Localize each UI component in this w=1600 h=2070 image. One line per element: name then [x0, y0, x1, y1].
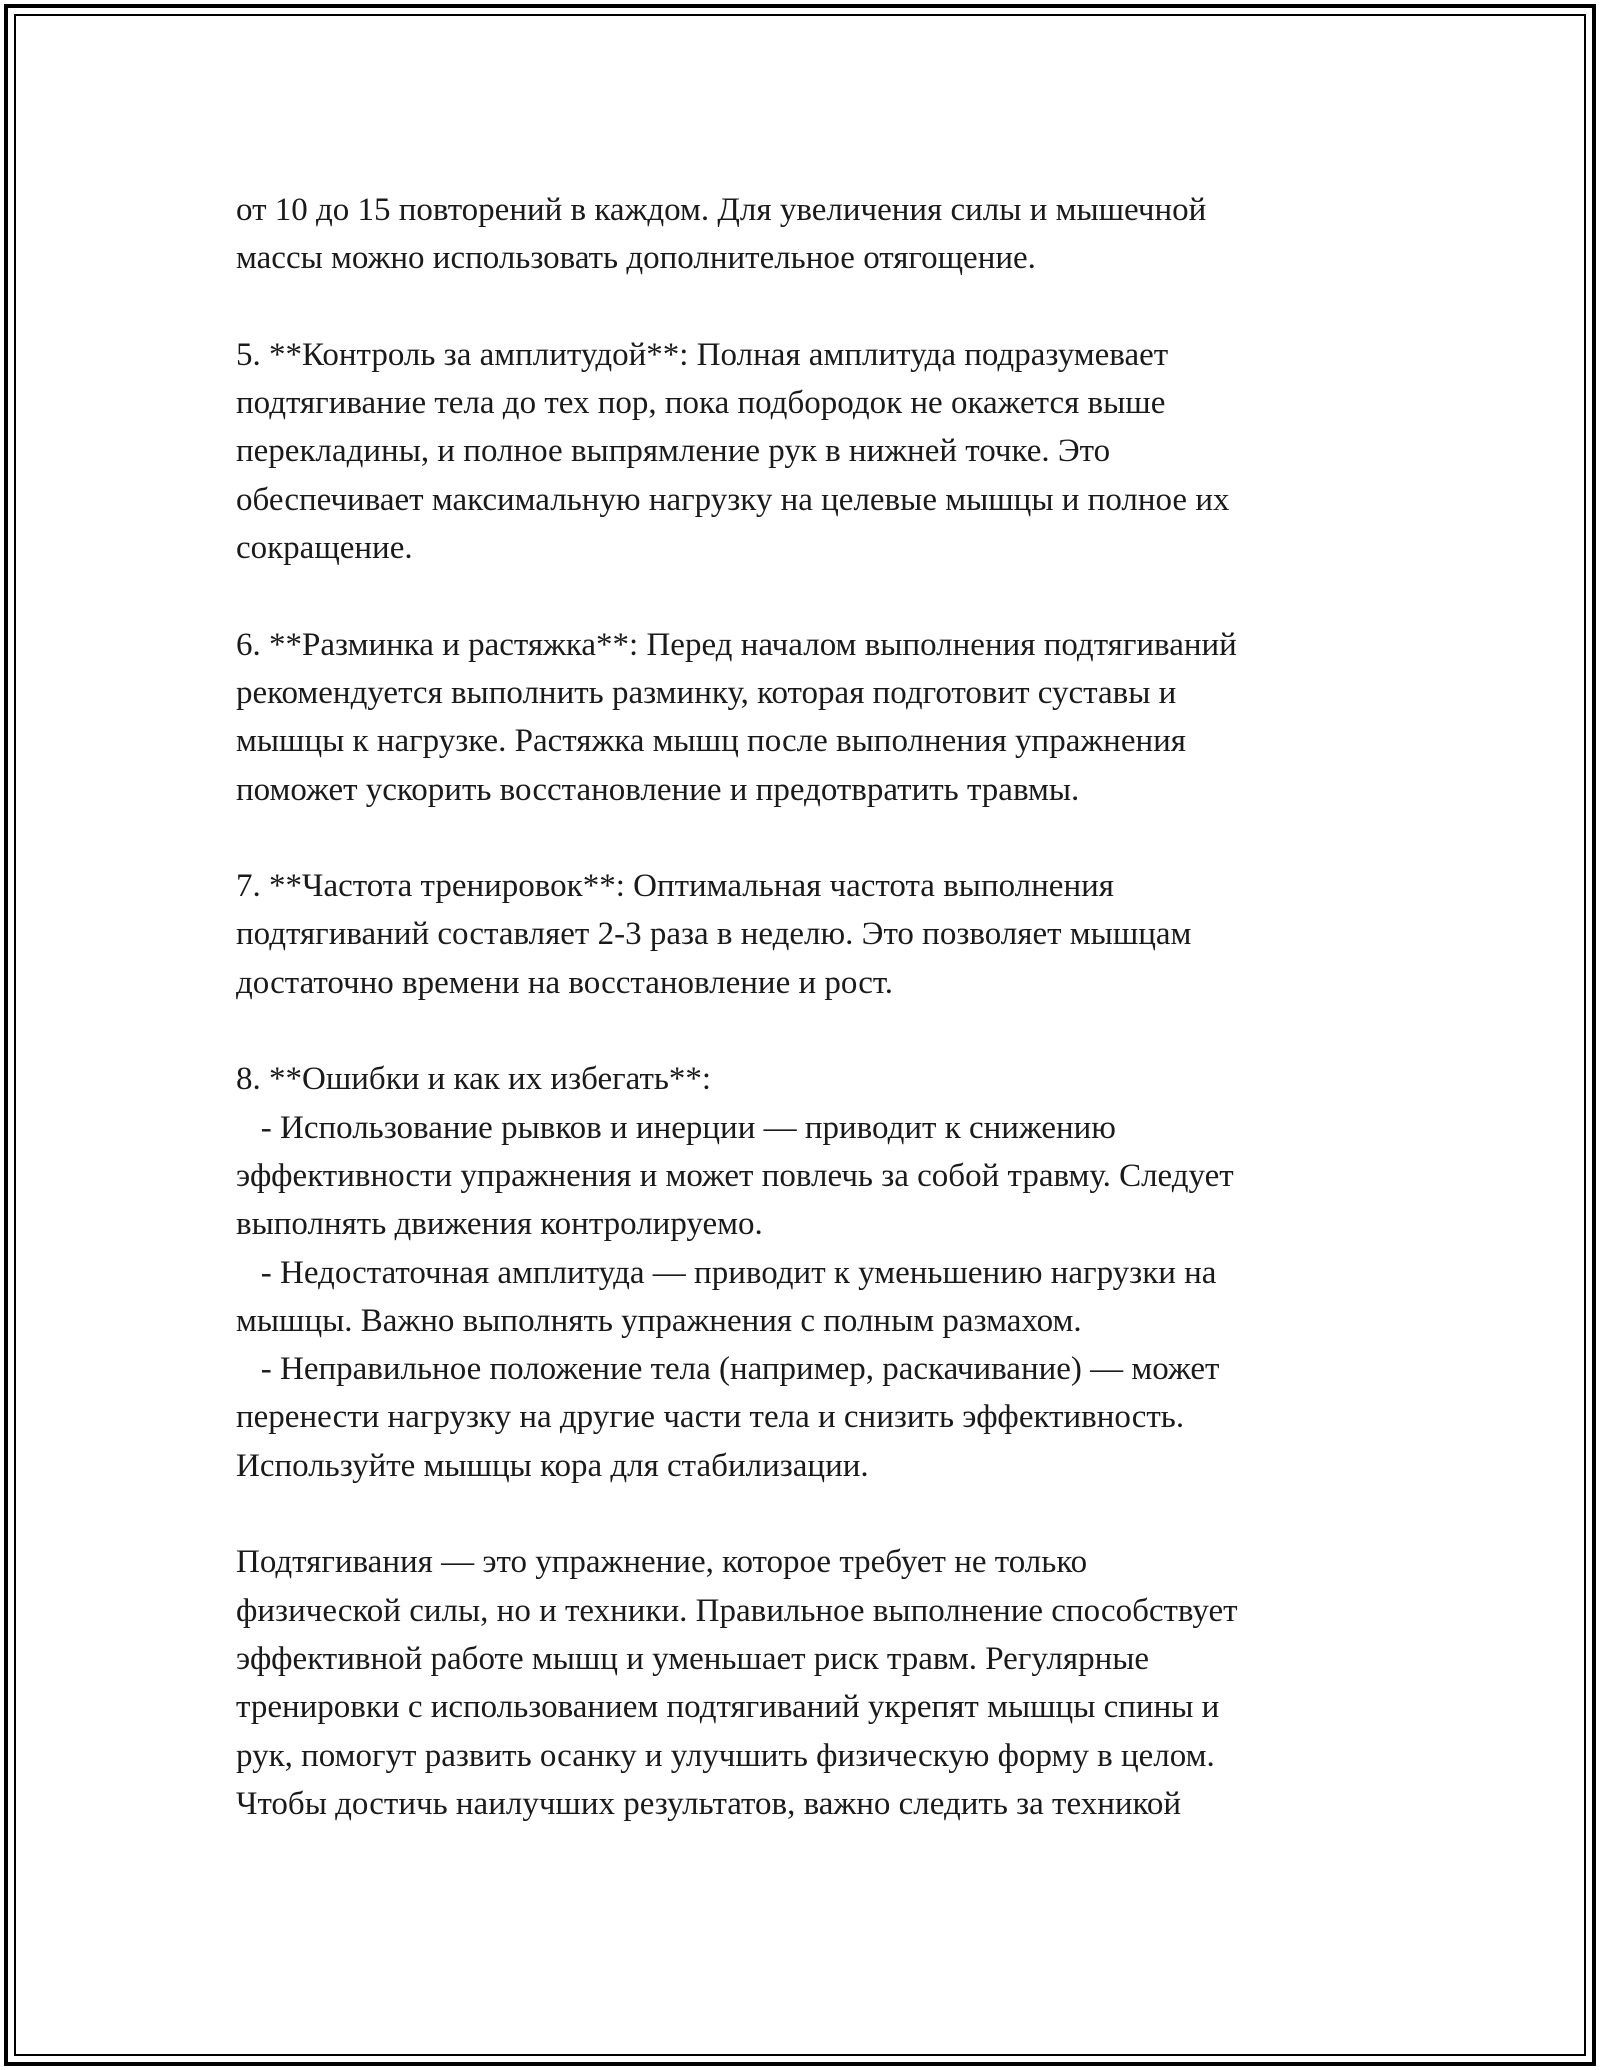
text-line: подтягиваний составляет 2-3 раза в неделю. Это позволяет мышцам	[236, 916, 1192, 953]
paragraph-gap	[236, 1490, 1386, 1538]
text-line: - Использование рывков и инерции — приводит к снижению	[236, 1109, 1116, 1146]
text-line: 7. **Частота тренировок**: Оптимальная частота выполнения	[236, 868, 1114, 905]
text-line: 6. **Разминка и растяжка**: Перед началом выполнения подтягиваний	[236, 626, 1237, 663]
text-line: эффективности упражнения и может повлечь за собой травму. Следует	[236, 1157, 1234, 1194]
text-line: подтягивание тела до тех пор, пока подбородок не окажется выше	[236, 385, 1166, 422]
text-line: 5. **Контроль за амплитудой**: Полная амплитуда подразумевает	[236, 336, 1169, 373]
text-line: перенести нагрузку на другие части тела и снизить эффективность.	[236, 1399, 1185, 1436]
text-line: эффективной работе мышц и уменьшает риск травм. Регулярные	[236, 1640, 1150, 1677]
text-line: массы можно использовать дополнительное отягощение.	[236, 240, 1036, 277]
text-line: выполнять движения контролируемо.	[236, 1206, 763, 1243]
text-line: физической силы, но и техники. Правильное выполнение способствует	[236, 1592, 1238, 1629]
text-line: перекладины, и полное выпрямление рук в нижней точке. Это	[236, 433, 1111, 470]
text-line: 8. **Ошибки и как их избегать**:	[236, 1061, 712, 1098]
text-line: сокращение.	[236, 530, 413, 567]
text-line: рекомендуется выполнить разминку, которая подготовит суставы и	[236, 674, 1177, 711]
paragraph-gap	[236, 283, 1386, 331]
text-line: от 10 до 15 повторений в каждом. Для увеличения силы и мышечной	[236, 192, 1207, 228]
text-line: поможет ускорить восстановление и предотвратить травмы.	[236, 771, 1080, 808]
text-line: - Недостаточная амплитуда — приводит к уменьшению нагрузки на	[236, 1254, 1217, 1291]
document-body	[236, 186, 1386, 1828]
text-line: тренировки с использованием подтягиваний укрепят мышцы спины и	[236, 1689, 1220, 1726]
text-line: мышцы к нагрузке. Растяжка мышц после выполнения упражнения	[236, 723, 1186, 760]
paragraph-gap	[236, 814, 1386, 862]
text-line: мышцы. Важно выполнять упражнения с полным размахом.	[236, 1302, 1082, 1339]
paragraph-gap	[236, 1007, 1386, 1055]
text-line: обеспечивает максимальную нагрузку на целевые мышцы и полное их	[236, 481, 1230, 518]
text-line: Подтягивания — это упражнение, которое требует не только	[236, 1544, 1088, 1581]
text-line: - Неправильное положение тела (например, раскачивание) — может	[236, 1351, 1220, 1388]
text-line: Используйте мышцы кора для стабилизации.	[236, 1447, 869, 1484]
paragraph-gap	[236, 572, 1386, 620]
text-line: рук, помогут развить осанку и улучшить физическую форму в целом.	[236, 1737, 1215, 1774]
text-line: достаточно времени на восстановление и рост.	[236, 964, 894, 1001]
text-line: Чтобы достичь наилучших результатов, важно следить за техникой	[236, 1785, 1182, 1822]
